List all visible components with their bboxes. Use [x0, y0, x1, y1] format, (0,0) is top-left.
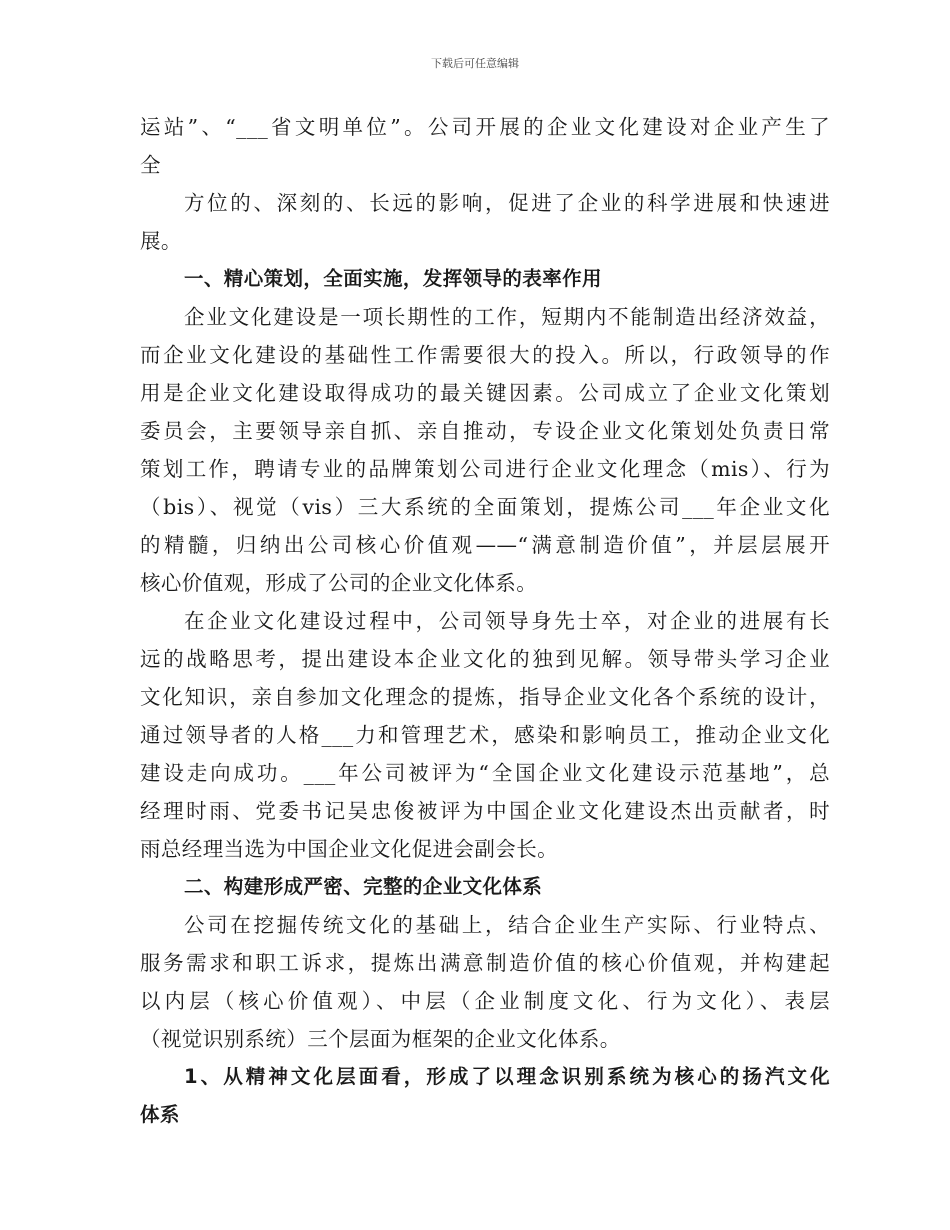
text-line: 通过领导者的人格___力和管理艺术，感染和影响员工，推动企业文化 [140, 723, 830, 747]
text-line: 全 [140, 153, 161, 177]
text-line: 建设走向成功。___年公司被评为“全国企业文化建设示范基地”，总 [140, 761, 830, 785]
text-line: 展。 [140, 229, 182, 253]
text-line: 方位的、深刻的、长远的影响，促进了企业的科学进展和快速进 [184, 191, 830, 215]
page-header: 下载后可任意编辑 [431, 57, 519, 70]
subsection-heading: 体系 [140, 1103, 180, 1126]
document-body [140, 108, 830, 1134]
text-line: 服务需求和职工诉求，提炼出满意制造价值的核心价值观，并构建起 [140, 951, 830, 975]
text-line: 文化知识，亲自参加文化理念的提炼，指导企业文化各个系统的设计， [140, 685, 830, 709]
section-heading: 二、构建形成严密、完整的企业文化体系 [184, 875, 543, 898]
text-line: （bis）、视觉（vis）三大系统的全面策划，提炼公司___年企业文化 [140, 495, 830, 519]
text-line: （视觉识别系统）三个层面为框架的企业文化体系。 [140, 1027, 621, 1051]
section-heading: 一、精心策划，全面实施，发挥领导的表率作用 [184, 267, 602, 290]
text-line: 核心价值观，形成了公司的企业文化体系。 [140, 571, 538, 595]
text-line: 策划工作，聘请专业的品牌策划公司进行企业文化理念（mis）、行为 [140, 457, 830, 481]
text-line: 运站”、“___省文明单位”。公司开展的企业文化建设对企业产生了 [140, 115, 830, 139]
text-line: 经理时雨、党委书记吴忠俊被评为中国企业文化建设杰出贡献者，时 [140, 799, 830, 823]
subsection-heading: 1、从精神文化层面看，形成了以理念识别系统为核心的扬汽文化 [184, 1065, 830, 1088]
text-line: 用是企业文化建设取得成功的最关键因素。公司成立了企业文化策划 [140, 381, 830, 405]
text-line: 以内层（核心价值观）、中层（企业制度文化、行为文化）、表层 [140, 989, 830, 1013]
text-line: 远的战略思考，提出建设本企业文化的独到见解。领导带头学习企业 [140, 647, 830, 671]
text-line: 而企业文化建设的基础性工作需要很大的投入。所以，行政领导的作 [140, 343, 830, 367]
text-line: 的精髓，归纳出公司核心价值观——“满意制造价值”，并层层展开 [140, 533, 830, 557]
text-line: 企业文化建设是一项长期性的工作，短期内不能制造出经济效益， [184, 305, 830, 329]
text-line: 雨总经理当选为中国企业文化促进会副会长。 [140, 837, 558, 861]
text-line: 公司在挖掘传统文化的基础上，结合企业生产实际、行业特点、 [184, 913, 830, 937]
text-line: 委员会，主要领导亲自抓、亲自推动，专设企业文化策划处负责日常 [140, 419, 830, 443]
text-line: 在企业文化建设过程中，公司领导身先士卒，对企业的进展有长 [184, 609, 830, 633]
